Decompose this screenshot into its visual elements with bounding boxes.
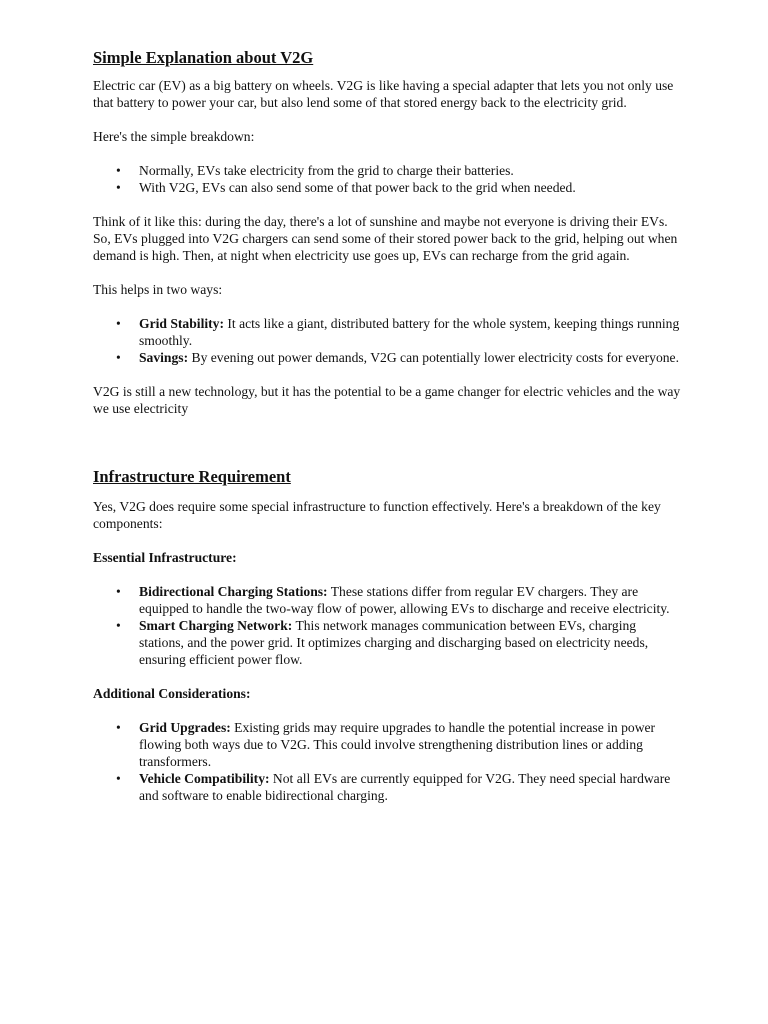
- additional-considerations-heading: Additional Considerations:: [93, 686, 251, 701]
- infrastructure-intro-paragraph: Yes, V2G does require some special infrastructure to function effectively. Here's a breakdown of the key components:: [93, 499, 661, 531]
- list-item-text: It acts like a giant, distributed battery for the whole system, keeping things running smoothly.: [139, 316, 680, 348]
- conclusion-paragraph: V2G is still a new technology, but it has the potential to be a game changer for electric vehicles and the way we use electricity: [93, 384, 681, 416]
- list-item-term: Grid Upgrades:: [139, 720, 231, 735]
- list-item-term: Bidirectional Charging Stations:: [139, 584, 328, 599]
- additional-list: [93, 719, 683, 804]
- list-item-text: This network manages communication between EVs, charging stations, and the power grid. It optimizes charging and discharging based on electricity needs, ensuring efficient power flow.: [139, 618, 649, 667]
- list-item-text: These stations differ from regular EV chargers. They are equipped to handle the two-way flow of power, allowing EVs to discharge and receive electricity.: [139, 584, 670, 616]
- list-item: [139, 770, 683, 804]
- list-item: [139, 315, 683, 349]
- list-item-term: Grid Stability:: [139, 316, 224, 331]
- v2g-intro-paragraph: Electric car (EV) as a big battery on wheels. V2G is like having a special adapter that lets you not only use that battery to power your car, but also lend some of that stored energy back to the electricity grid.: [93, 78, 674, 110]
- list-item: [139, 349, 683, 366]
- list-item-text: Existing grids may require upgrades to handle the potential increase in power flowing both ways due to V2G. This could involve strengthening distribution lines or adding transformers.: [139, 720, 656, 769]
- section-title-v2g: Simple Explanation about V2G: [93, 48, 314, 67]
- essential-list: [93, 583, 683, 668]
- essential-infrastructure-heading: Essential Infrastructure:: [93, 550, 237, 565]
- list-item-text: By evening out power demands, V2G can potentially lower electricity costs for everyone.: [188, 350, 679, 365]
- helps-lead: This helps in two ways:: [93, 282, 223, 297]
- analogy-paragraph: Think of it like this: during the day, there's a lot of sunshine and maybe not everyone is driving their EVs. So, EVs plugged into V2G chargers can send some of their stored power back to the grid, helping out when demand is high. Then, at night when electricity use goes up, EVs can recharge from the grid again.: [93, 214, 678, 263]
- list-item-term: Vehicle Compatibility:: [139, 771, 270, 786]
- breakdown-list: [93, 162, 683, 196]
- list-item: [139, 719, 683, 770]
- list-item: [139, 617, 683, 668]
- breakdown-lead: Here's the simple breakdown:: [93, 129, 255, 144]
- list-item: • With V2G, EVs can also send some of that power back to the grid when needed.: [139, 179, 683, 196]
- list-item: • Normally, EVs take electricity from the grid to charge their batteries.: [139, 162, 683, 179]
- list-item-text: Not all EVs are currently equipped for V2G. They need special hardware and software to enable bidirectional charging.: [139, 771, 671, 803]
- section-title-infrastructure: Infrastructure Requirement: [93, 467, 291, 486]
- list-item-term: Smart Charging Network:: [139, 618, 293, 633]
- list-item: [139, 583, 683, 617]
- helps-list: [93, 315, 683, 366]
- list-item-term: Savings:: [139, 350, 189, 365]
- document-page: [93, 48, 683, 804]
